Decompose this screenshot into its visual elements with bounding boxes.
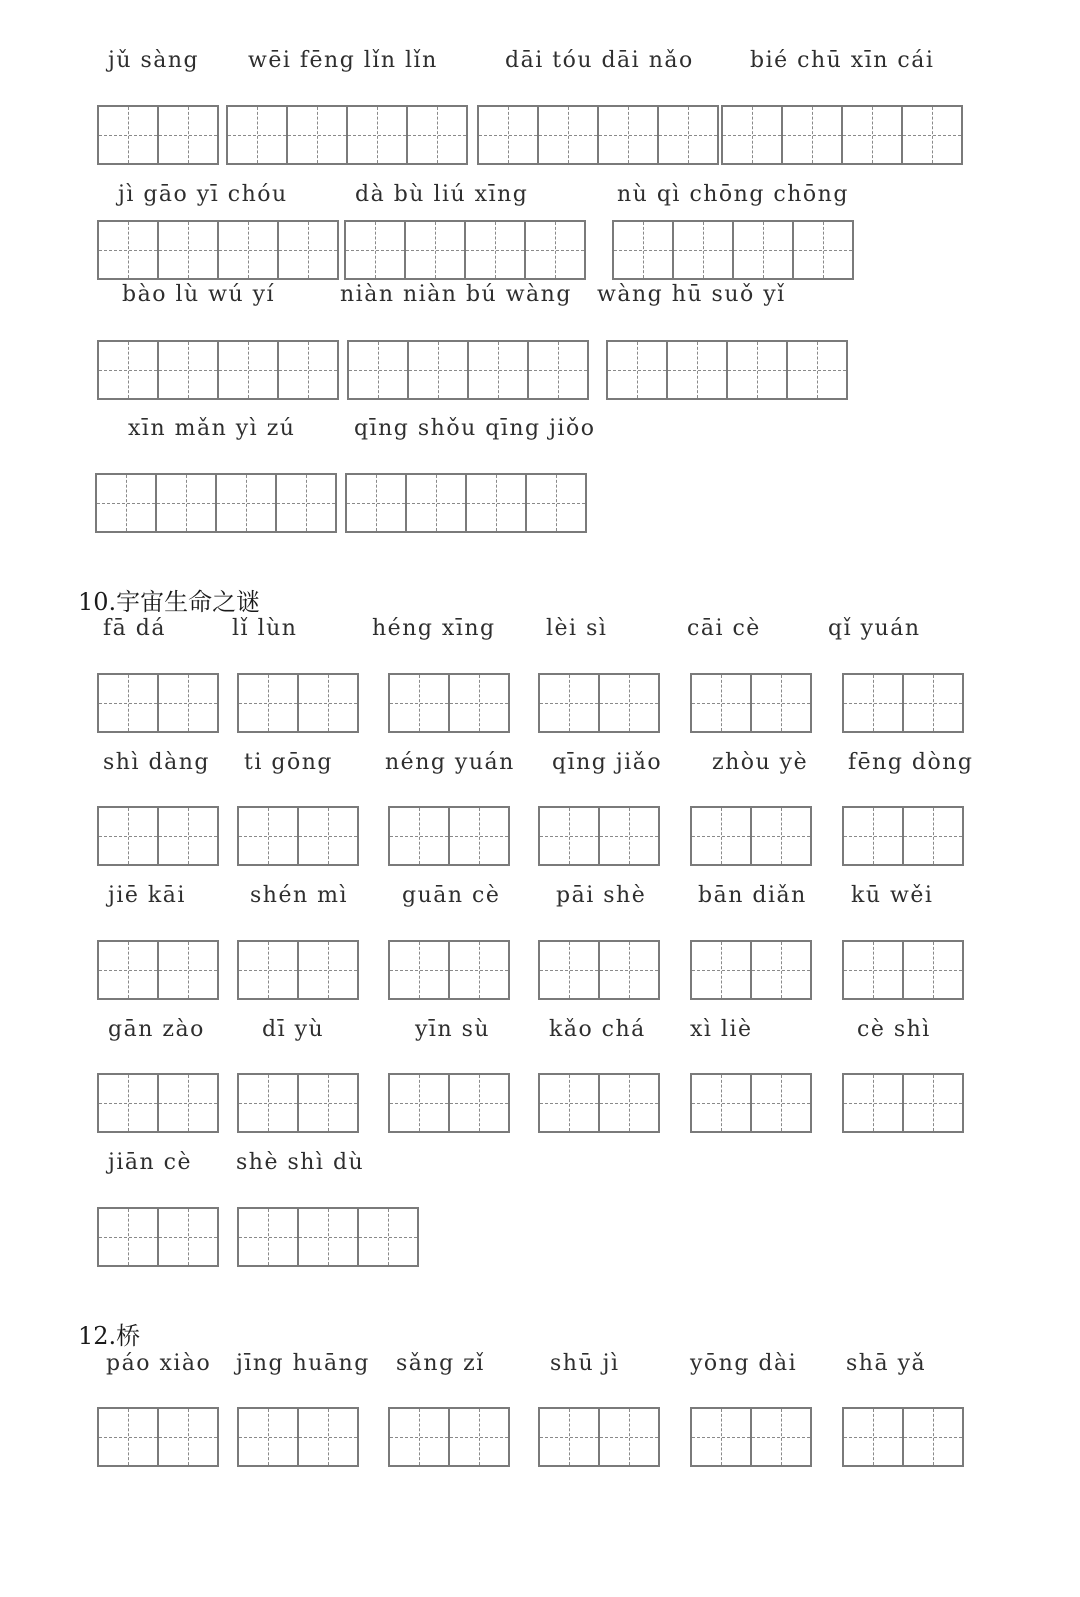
pinyin-label: jì gāo yī chóu [118,182,288,207]
pinyin-label: shū jì [550,1351,620,1376]
writing-cell[interactable] [239,1075,299,1131]
writing-cell[interactable] [466,222,526,278]
writing-grid[interactable] [95,473,337,533]
writing-grid[interactable] [538,940,660,1000]
writing-cell[interactable] [540,942,600,998]
writing-cell[interactable] [299,808,359,864]
pinyin-label: shén mì [250,883,349,908]
writing-grid[interactable] [226,105,468,165]
writing-cell[interactable] [408,107,468,163]
writing-grid[interactable] [97,1207,219,1267]
writing-cell[interactable] [299,1209,359,1265]
writing-grid[interactable] [237,806,359,866]
pinyin-label: niàn niàn bú wàng [340,282,572,307]
writing-grid[interactable] [690,940,812,1000]
pinyin-label: yōng dài [690,1351,798,1376]
writing-cell[interactable] [674,222,734,278]
writing-cell[interactable] [844,1075,904,1131]
writing-cell[interactable] [540,1075,600,1131]
writing-cell[interactable] [159,675,219,731]
section-title: 12.桥 [78,1322,141,1350]
writing-grid[interactable] [345,473,587,533]
writing-cell[interactable] [450,675,510,731]
writing-grid[interactable] [237,940,359,1000]
writing-cell[interactable] [450,942,510,998]
writing-cell[interactable] [228,107,288,163]
writing-cell[interactable] [723,107,783,163]
writing-cell[interactable] [668,342,728,398]
writing-cell[interactable] [540,1409,600,1465]
writing-cell[interactable] [390,1409,450,1465]
pinyin-label: kū wěi [851,883,934,908]
writing-cell[interactable] [794,222,854,278]
writing-cell[interactable] [599,107,659,163]
writing-grid[interactable] [237,1073,359,1133]
writing-grid[interactable] [97,220,339,280]
writing-grid[interactable] [388,1073,510,1133]
writing-cell[interactable] [788,342,848,398]
writing-cell[interactable] [600,1075,660,1131]
pinyin-label: páo xiào [106,1351,212,1376]
writing-cell[interactable] [692,808,752,864]
writing-grid[interactable] [690,1407,812,1467]
writing-cell[interactable] [752,808,812,864]
writing-grid[interactable] [612,220,854,280]
writing-grid[interactable] [237,1207,419,1267]
pinyin-label: shì dàng [103,750,210,775]
pinyin-label: dà bù liú xīng [355,182,529,207]
writing-cell[interactable] [299,1409,359,1465]
writing-grid[interactable] [97,673,219,733]
writing-grid[interactable] [97,806,219,866]
writing-grid[interactable] [842,940,964,1000]
writing-grid[interactable] [690,1073,812,1133]
writing-cell[interactable] [469,342,529,398]
writing-cell[interactable] [219,222,279,278]
writing-cell[interactable] [409,342,469,398]
writing-grid[interactable] [842,673,964,733]
pinyin-label: jīng huāng [236,1351,370,1376]
writing-cell[interactable] [844,675,904,731]
pinyin-label: jiān cè [108,1150,192,1175]
writing-cell[interactable] [390,675,450,731]
writing-cell[interactable] [783,107,843,163]
writing-cell[interactable] [390,1075,450,1131]
writing-cell[interactable] [277,475,337,531]
writing-cell[interactable] [600,675,660,731]
writing-cell[interactable] [692,1075,752,1131]
writing-cell[interactable] [406,222,466,278]
writing-grid[interactable] [477,105,719,165]
writing-cell[interactable] [692,1409,752,1465]
writing-grid[interactable] [344,220,586,280]
writing-grid[interactable] [237,673,359,733]
pinyin-label: yīn sù [415,1017,491,1042]
writing-grid[interactable] [388,673,510,733]
writing-grid[interactable] [842,1073,964,1133]
writing-grid[interactable] [842,806,964,866]
writing-cell[interactable] [843,107,903,163]
pinyin-label: qīng jiǎo [552,750,663,775]
pinyin-label: gān zào [108,1017,205,1042]
writing-grid[interactable] [538,1073,660,1133]
writing-cell[interactable] [159,808,219,864]
writing-grid[interactable] [388,940,510,1000]
writing-cell[interactable] [752,942,812,998]
pinyin-label: sǎng zǐ [396,1351,485,1376]
writing-cell[interactable] [239,942,299,998]
pinyin-label: bào lù wú yí [122,282,276,307]
writing-grid[interactable] [721,105,963,165]
writing-grid[interactable] [690,806,812,866]
writing-cell[interactable] [407,475,467,531]
writing-cell[interactable] [279,342,339,398]
writing-grid[interactable] [97,340,339,400]
writing-cell[interactable] [659,107,719,163]
writing-cell[interactable] [904,942,964,998]
writing-grid[interactable] [388,1407,510,1467]
writing-grid[interactable] [97,105,219,165]
writing-grid[interactable] [97,1073,219,1133]
writing-cell[interactable] [159,1409,219,1465]
section-title: 10.宇宙生命之谜 [78,588,261,616]
writing-cell[interactable] [299,1075,359,1131]
writing-cell[interactable] [467,475,527,531]
writing-cell[interactable] [752,1409,812,1465]
pinyin-label: shè shì dù [236,1150,365,1175]
writing-cell[interactable] [390,942,450,998]
writing-cell[interactable] [904,675,964,731]
writing-cell[interactable] [239,1409,299,1465]
writing-cell[interactable] [844,1409,904,1465]
writing-cell[interactable] [692,942,752,998]
pinyin-label: jǔ sàng [108,48,200,73]
writing-cell[interactable] [346,222,406,278]
writing-cell[interactable] [299,675,359,731]
writing-cell[interactable] [479,107,539,163]
writing-cell[interactable] [526,222,586,278]
writing-cell[interactable] [600,942,660,998]
writing-cell[interactable] [159,1075,219,1131]
pinyin-label: zhòu yè [712,750,809,775]
writing-cell[interactable] [157,475,217,531]
writing-cell[interactable] [99,107,159,163]
writing-cell[interactable] [348,107,408,163]
writing-grid[interactable] [347,340,589,400]
writing-cell[interactable] [734,222,794,278]
writing-cell[interactable] [219,342,279,398]
pinyin-label: cāi cè [687,616,761,641]
writing-cell[interactable] [217,475,277,531]
writing-cell[interactable] [288,107,348,163]
writing-cell[interactable] [529,342,589,398]
writing-cell[interactable] [600,808,660,864]
writing-cell[interactable] [359,1209,419,1265]
writing-cell[interactable] [99,342,159,398]
writing-cell[interactable] [540,675,600,731]
writing-cell[interactable] [903,107,963,163]
writing-grid[interactable] [97,940,219,1000]
pinyin-label: fā dá [103,616,166,641]
writing-cell[interactable] [600,1409,660,1465]
writing-cell[interactable] [752,675,812,731]
writing-cell[interactable] [279,222,339,278]
writing-cell[interactable] [904,1075,964,1131]
pinyin-label: wēi fēng lǐn lǐn [248,48,438,73]
pinyin-label: jiē kāi [108,883,186,908]
writing-cell[interactable] [692,675,752,731]
writing-grid[interactable] [237,1407,359,1467]
pinyin-label: lèi sì [546,616,608,641]
pinyin-label: qīng shǒu qīng jiǒo [354,416,596,441]
pinyin-label: fēng dòng [848,750,974,775]
writing-cell[interactable] [299,942,359,998]
writing-cell[interactable] [159,1209,219,1265]
writing-grid[interactable] [538,673,660,733]
writing-cell[interactable] [99,808,159,864]
pinyin-label: bān diǎn [698,883,807,908]
pinyin-label: nù qì chōng chōng [617,182,849,207]
pinyin-label: wàng hū suǒ yǐ [597,282,786,307]
writing-cell[interactable] [99,1075,159,1131]
writing-cell[interactable] [239,1209,299,1265]
pinyin-label: xì liè [690,1017,753,1042]
writing-cell[interactable] [450,1075,510,1131]
writing-grid[interactable] [842,1407,964,1467]
writing-cell[interactable] [99,942,159,998]
pinyin-label: néng yuán [385,750,515,775]
writing-cell[interactable] [99,222,159,278]
writing-grid[interactable] [388,806,510,866]
writing-cell[interactable] [390,808,450,864]
writing-grid[interactable] [538,806,660,866]
writing-grid[interactable] [606,340,848,400]
pinyin-label: xīn mǎn yì zú [128,416,296,441]
writing-cell[interactable] [99,1209,159,1265]
writing-cell[interactable] [450,808,510,864]
writing-cell[interactable] [349,342,409,398]
writing-cell[interactable] [239,675,299,731]
writing-cell[interactable] [608,342,668,398]
writing-grid[interactable] [690,673,812,733]
writing-cell[interactable] [844,942,904,998]
writing-cell[interactable] [99,675,159,731]
writing-cell[interactable] [752,1075,812,1131]
pinyin-label: kǎo chá [549,1017,646,1042]
pinyin-label: bié chū xīn cái [750,48,935,73]
pinyin-label: héng xīng [372,616,496,641]
writing-cell[interactable] [904,1409,964,1465]
writing-cell[interactable] [844,808,904,864]
pinyin-label: guān cè [402,883,501,908]
writing-cell[interactable] [728,342,788,398]
pinyin-label: qǐ yuán [828,616,921,641]
pinyin-label: cè shì [857,1017,931,1042]
writing-cell[interactable] [347,475,407,531]
pinyin-label: shā yǎ [846,1351,927,1376]
writing-cell[interactable] [450,1409,510,1465]
writing-cell[interactable] [159,342,219,398]
writing-cell[interactable] [904,808,964,864]
writing-cell[interactable] [99,1409,159,1465]
pinyin-label: dī yù [262,1017,325,1042]
writing-cell[interactable] [239,808,299,864]
writing-cell[interactable] [97,475,157,531]
pinyin-label: ti gōng [244,750,333,775]
writing-cell[interactable] [527,475,587,531]
writing-cell[interactable] [539,107,599,163]
pinyin-label: dāi tóu dāi nǎo [505,48,694,73]
writing-grid[interactable] [538,1407,660,1467]
writing-cell[interactable] [159,107,219,163]
pinyin-label: lǐ lùn [232,616,298,641]
writing-cell[interactable] [159,942,219,998]
pinyin-label: pāi shè [556,883,647,908]
writing-cell[interactable] [159,222,219,278]
writing-grid[interactable] [97,1407,219,1467]
writing-cell[interactable] [540,808,600,864]
writing-cell[interactable] [614,222,674,278]
